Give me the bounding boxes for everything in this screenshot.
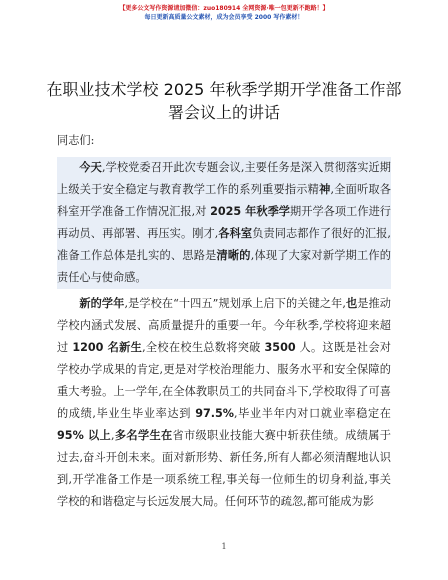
para2-bold-total: 3500: [264, 341, 296, 354]
promo-banner-line-2: 每日更新高质量公文素材，成为会员享受 2000 写作素材！: [144, 14, 304, 21]
para1-bold-departments: 各科室: [218, 227, 253, 240]
para1-bold-semester: 2025 年秋季学: [210, 205, 291, 218]
para1-text-c: 期开学各项工作进行再动员、再部署、再压实。刚才,: [57, 205, 391, 240]
para1-text-b: ,全面听取各科室开学准备工作情况汇报,对: [57, 183, 391, 218]
para2-bold-graduation-rate: 97.5%: [195, 407, 234, 420]
para1-text-a: ,学校党委召开此次专题会议,主要任务是深入贯彻落实近期上级关于安全稳定与教育教学工作的系列重要指示精: [57, 161, 391, 196]
para1-bold-today: 今天: [79, 161, 102, 174]
para2-text-g: 省市级职业技能大赛中斩获佳绩。成绩属于过去,奋斗开创未来。面对新形势、新任务,所有人都必须清醒地认识到,开学准备工作是一项系统工程,事关每一位师生的切身利益,事关学校的和谐稳定与长远发展大局。任何环节的疏忽,都可能成为影: [57, 429, 391, 508]
paragraph-1: [57, 157, 391, 289]
document-body: [57, 130, 391, 513]
para1-bold-clear: 清晰的: [216, 249, 251, 262]
para1-text-e: ,体现了大家对新学期工作的责任心与使命感。: [57, 249, 391, 284]
para2-text-a: ,是学校在“十四五”规划承上启下的关键之年,: [124, 297, 346, 310]
para2-bold-employment-rate: 95% 以上: [57, 429, 112, 442]
para2-bold-new-year: 新的学年: [79, 297, 125, 310]
para2-bold-also: 也: [345, 297, 358, 310]
para2-text-e: ,毕业半年内对口就业率稳定在: [234, 407, 391, 420]
para2-text-d: 人。这既是社会对学校办学成果的肯定,更是对学校治理能力、服务水平和安全保障的重大考验。上一学年,在全体教职员工的共同奋斗下,学校取得了可喜的成绩,毕业生毕业率达到: [57, 341, 391, 420]
greeting: 同志们:: [57, 134, 95, 147]
paragraph-2: [57, 293, 391, 513]
promo-banner-line-1: 【更多公文写作资源请加微信：zuo180914 全网资源·唯一包更新不跑路！】: [119, 5, 329, 12]
para2-bold-new-students: 1200 名新生: [72, 341, 143, 354]
para2-text-b: 是推动学校内涵式发展、高质量提升的重要一年。今年秋季,学校将迎来超过: [57, 297, 391, 354]
promo-banner: [0, 4, 448, 22]
para2-text-c: ,全校在校生总数将突破: [142, 341, 265, 354]
page-number: 1: [221, 542, 227, 551]
para1-text-d: 负责同志都作了很好的汇报,准备工作总体是扎实的、思路是: [57, 227, 391, 262]
para1-bold-spirit: 神: [319, 183, 331, 196]
para2-bold-students: 多名学生在: [114, 429, 173, 442]
para2-text-f: ,: [111, 429, 115, 442]
document-title: 在职业技术学校 2025 年秋季学期开学准备工作部署会议上的讲话: [46, 80, 402, 122]
